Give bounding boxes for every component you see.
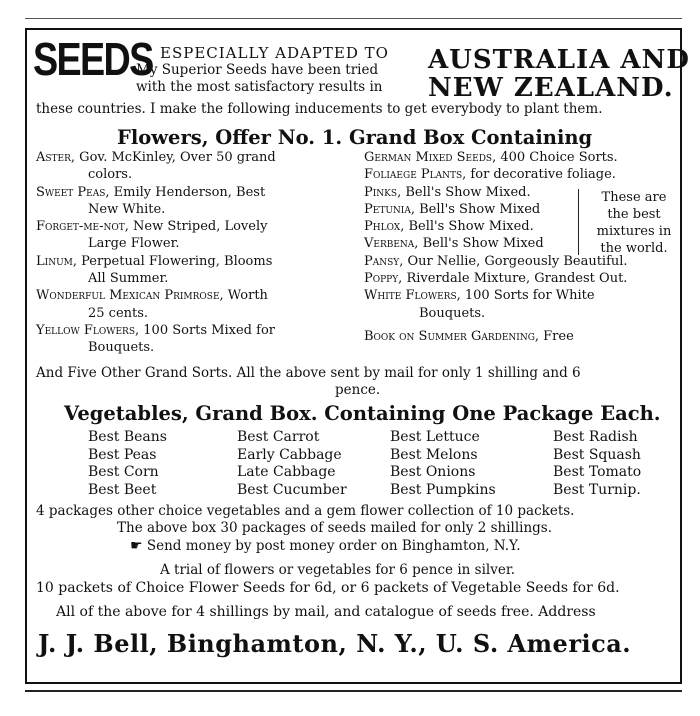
vegetable-item: Best Turnip. [553,481,641,498]
trial-line: A trial of flowers or vegetables for 6 pence in silver. [160,562,516,578]
flower-item: Sweet Peas, Emily Henderson, Best New White. [36,184,266,217]
vegetable-item: Best Squash [553,446,641,463]
mixtures-note: These are the best mixtures in the world. [596,190,672,256]
other-vegetables-line: 4 packages other choice vegetables and a gem flower collection of 10 packets. [36,503,575,519]
five-other-sorts: And Five Other Grand Sorts. All the above sent by mail for only 1 shilling and 6 [36,365,581,381]
satisfactory-results-line: with the most satisfactory results in [136,79,383,95]
box-price-line: The above box 30 packages of seeds mailed for only 2 shillings. [117,520,553,536]
vegetable-column [88,429,167,499]
bottom-rule [25,690,682,692]
vegetable-item: Best Onions [390,464,476,480]
flower-item: Pansy, Our Nellie, Gorgeously Beautiful. [364,253,628,269]
vegetable-item: Best Tomato [553,464,642,480]
flower-item: Aster, Gov. McKinley, Over 50 grand colors. [36,150,276,183]
flower-item: White Flowers, 100 Sorts for White Bouquets. [364,288,595,321]
flower-item: Wonderful Mexican Primrose, Worth 25 cents. [36,288,268,321]
flower-item: Poppy, Riverdale Mixture, Grandest Out. [364,271,628,287]
bracket-divider [578,189,579,255]
vegetable-item: Early Cabbage [237,446,342,463]
vegetable-item: Best Radish [553,429,638,445]
vegetable-item: Best Pumpkins [390,481,496,498]
vegetable-item: Best Cucumber [237,481,347,498]
flower-item: Verbena, Bell's Show Mixed [364,236,544,252]
packets-line: 10 packets of Choice Flower Seeds for 6d, or 6 packets of Vegetable Seeds for 6d. [36,580,620,596]
vegetable-item: Best Carrot [237,429,320,445]
flower-item: Yellow Flowers, 100 Sorts Mixed for Bouquets. [36,322,275,356]
flower-item: Petunia, Bell's Show Mixed [364,201,541,217]
catalogue-line: All of the above for 4 shillings by mail, and catalogue of seeds free. Address [56,604,596,620]
flowers-left-column [36,149,346,357]
pence-line: pence. [335,382,381,398]
vegetable-item: Best Lettuce [390,429,480,445]
australia-heading: AUSTRALIA AND [428,45,690,75]
money-order-line: ☛ Send money by post money order on Binghamton, N.Y. [130,538,521,554]
top-rule [25,18,682,19]
intro-line: these countries. I make the following inducements to get everybody to plant them. [36,101,603,117]
address-line: J. J. Bell, Binghamton, N. Y., U. S. America. [38,629,632,658]
vegetable-item: Best Peas [88,446,157,463]
vegetable-item: Late Cabbage [237,464,336,480]
vegetable-item: Best Corn [88,464,159,480]
flower-item: Phlox, Bell's Show Mixed. [364,219,534,235]
flower-item: Linum, Perpetual Flowering, Blooms All Summer. [36,253,273,287]
vegetable-column [390,429,496,499]
flowers-heading: Flowers, Offer No. 1. Grand Box Containing [117,126,593,149]
vegetable-item: Best Melons [390,446,478,463]
flower-item: Forget-me-not, New Striped, Lovely Large Flower. [36,219,268,252]
especially-adapted: ESPECIALLY ADAPTED TO [160,44,389,62]
vegetable-column [237,429,347,499]
flower-item: German Mixed Seeds, 400 Choice Sorts. [364,150,618,165]
vegetable-column [553,429,641,499]
vegetable-item: Best Beet [88,481,157,498]
new-zealand-heading: NEW ZEALAND. [428,73,674,103]
pointing-hand-icon: ☛ [130,538,143,554]
seeds-tried-line: My Superior Seeds have been tried [136,62,379,78]
flower-item: Foliaege Plants, for decorative foliage. [364,167,616,183]
seeds-title: SEEDS [33,33,153,85]
vegetable-item: Best Beans [88,429,167,445]
vegetables-heading: Vegetables, Grand Box. Containing One Package Each. [64,402,661,425]
flower-item: Book on Summer Gardening, Free [364,328,574,344]
flower-item: Pinks, Bell's Show Mixed. [364,184,531,200]
